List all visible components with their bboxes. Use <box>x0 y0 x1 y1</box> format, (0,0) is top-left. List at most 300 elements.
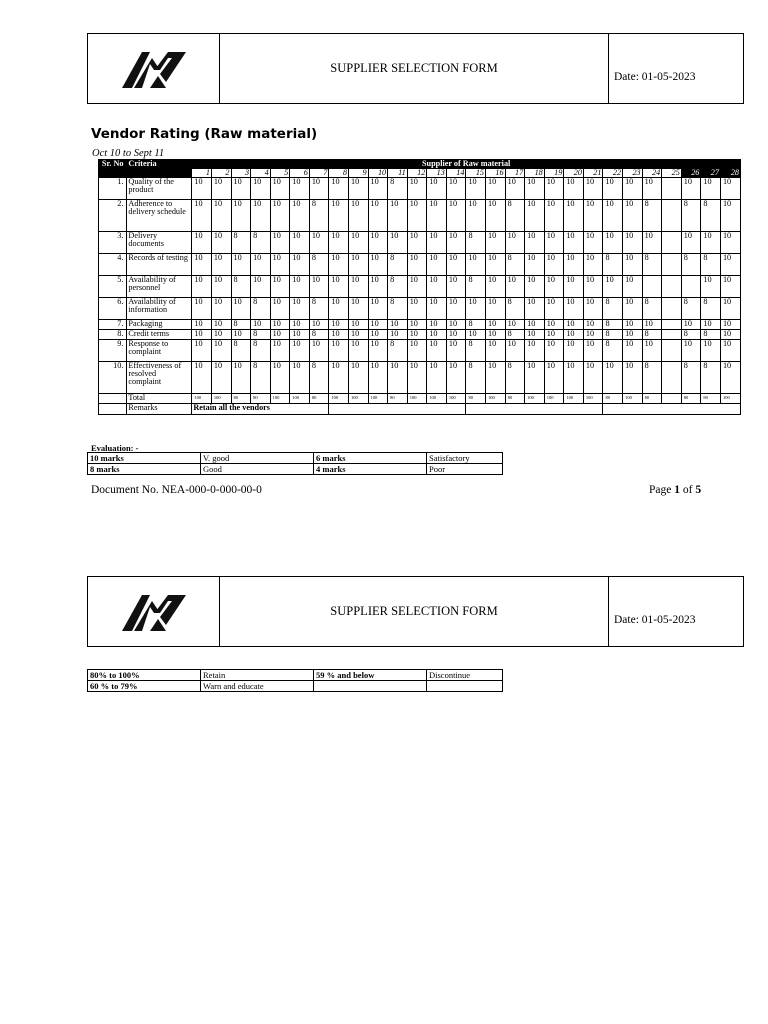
total-cell: 100 <box>446 394 466 404</box>
score-cell: 10 <box>603 178 623 200</box>
score-cell: 10 <box>407 340 427 362</box>
score-cell: 10 <box>270 298 290 320</box>
score-cell: 10 <box>368 232 388 254</box>
score-cell: 10 <box>407 298 427 320</box>
score-cell: 10 <box>701 276 721 298</box>
score-cell: 8 <box>388 298 408 320</box>
score-cell: 10 <box>309 340 329 362</box>
supplier-number: 15 <box>466 169 486 178</box>
score-cell: 8 <box>603 320 623 330</box>
table-row <box>88 681 503 692</box>
supplier-number: 8 <box>329 169 349 178</box>
total-cell: 80 <box>701 394 721 404</box>
score-cell: 8 <box>603 254 623 276</box>
score-cell: 10 <box>564 320 584 330</box>
score-cell: 8 <box>466 340 486 362</box>
total-cell: 100 <box>525 394 545 404</box>
score-cell: 10 <box>211 254 231 276</box>
score-cell: 10 <box>681 320 701 330</box>
score-cell: 10 <box>603 276 623 298</box>
score-cell: 10 <box>583 340 603 362</box>
table-row <box>99 200 741 232</box>
total-cell: 80 <box>642 394 662 404</box>
score-cell: 10 <box>211 320 231 330</box>
score-cell: 10 <box>564 340 584 362</box>
score-cell: 10 <box>720 298 740 320</box>
score-cell: 10 <box>544 362 564 394</box>
score-cell: 8 <box>505 330 525 340</box>
supplier-number: 4 <box>251 169 271 178</box>
table-row <box>99 330 741 340</box>
score-cell: 10 <box>348 232 368 254</box>
row-criteria: Delivery documents <box>127 232 192 254</box>
score-cell: 8 <box>603 340 623 362</box>
score-cell: 10 <box>486 178 506 200</box>
score-cell: 10 <box>211 200 231 232</box>
score-cell: 10 <box>270 320 290 330</box>
supplier-number: 27 <box>701 169 721 178</box>
score-cell: 10 <box>427 298 447 320</box>
score-cell: 10 <box>720 276 740 298</box>
score-cell: 10 <box>544 276 564 298</box>
supplier-number: 1 <box>192 169 212 178</box>
score-cell: 10 <box>329 200 349 232</box>
score-cell <box>662 200 682 232</box>
score-cell: 10 <box>270 276 290 298</box>
table-cell: 59 % and below <box>314 670 427 681</box>
company-logo-2 <box>88 577 220 646</box>
score-cell: 10 <box>583 320 603 330</box>
table-cell: 10 marks <box>88 453 201 464</box>
score-cell: 10 <box>348 298 368 320</box>
remarks-row <box>99 404 741 415</box>
score-cell: 10 <box>290 232 310 254</box>
score-cell: 10 <box>407 178 427 200</box>
company-logo <box>88 34 220 103</box>
score-cell: 8 <box>505 200 525 232</box>
table-cell <box>314 681 427 692</box>
score-cell: 10 <box>446 232 466 254</box>
score-cell: 8 <box>231 340 251 362</box>
score-cell: 10 <box>231 200 251 232</box>
remarks-empty <box>603 404 741 415</box>
row-sr-no: 8. <box>99 330 127 340</box>
score-cell: 10 <box>329 232 349 254</box>
score-cell: 10 <box>505 340 525 362</box>
score-cell: 10 <box>525 276 545 298</box>
score-cell: 10 <box>642 320 662 330</box>
score-cell: 10 <box>270 362 290 394</box>
score-cell: 10 <box>583 362 603 394</box>
score-cell: 10 <box>583 178 603 200</box>
supplier-number: 23 <box>623 169 643 178</box>
row-sr-no: 6. <box>99 298 127 320</box>
score-cell: 8 <box>701 200 721 232</box>
table-row <box>99 178 741 200</box>
score-cell: 10 <box>309 320 329 330</box>
score-cell: 10 <box>623 330 643 340</box>
score-cell: 8 <box>642 298 662 320</box>
score-cell: 10 <box>329 298 349 320</box>
score-cell: 8 <box>681 330 701 340</box>
score-cell: 8 <box>251 340 271 362</box>
score-cell: 10 <box>329 340 349 362</box>
score-cell: 10 <box>368 298 388 320</box>
score-cell: 10 <box>701 178 721 200</box>
evaluation-label: Evaluation: - <box>91 443 139 453</box>
supplier-number: 24 <box>642 169 662 178</box>
score-cell: 10 <box>231 178 251 200</box>
score-cell: 10 <box>505 276 525 298</box>
score-cell: 10 <box>407 362 427 394</box>
total-cell: 80 <box>388 394 408 404</box>
score-cell: 10 <box>427 232 447 254</box>
score-cell: 10 <box>427 362 447 394</box>
score-cell: 10 <box>270 254 290 276</box>
action-table <box>87 669 503 692</box>
supplier-number: 20 <box>564 169 584 178</box>
score-cell: 10 <box>623 362 643 394</box>
score-cell: 10 <box>407 200 427 232</box>
score-cell: 8 <box>466 362 486 394</box>
score-cell: 10 <box>368 340 388 362</box>
score-cell: 8 <box>309 330 329 340</box>
supplier-number: 11 <box>388 169 408 178</box>
score-cell: 10 <box>407 320 427 330</box>
score-cell: 10 <box>544 178 564 200</box>
total-cell: 100 <box>348 394 368 404</box>
supplier-number: 6 <box>290 169 310 178</box>
score-cell: 10 <box>407 276 427 298</box>
supplier-number: 17 <box>505 169 525 178</box>
total-cell: 100 <box>486 394 506 404</box>
score-cell <box>662 320 682 330</box>
score-cell: 10 <box>446 340 466 362</box>
remarks-sr-empty <box>99 404 127 415</box>
score-cell: 8 <box>466 320 486 330</box>
row-sr-no: 7. <box>99 320 127 330</box>
row-criteria: Credit terms <box>127 330 192 340</box>
table-cell: 6 marks <box>314 453 427 464</box>
total-sr-empty <box>99 394 127 404</box>
document-number: Document No. NEA-000-0-000-00-0 <box>91 484 262 496</box>
supplier-header: Supplier of Raw material <box>192 160 741 169</box>
score-cell: 10 <box>486 320 506 330</box>
score-cell: 10 <box>192 232 212 254</box>
page-header-2 <box>87 576 744 647</box>
table-header-row <box>99 160 741 169</box>
score-cell: 10 <box>583 298 603 320</box>
score-cell: 10 <box>564 276 584 298</box>
total-cell: 100 <box>211 394 231 404</box>
table-cell: Discontinue <box>427 670 503 681</box>
score-cell: 8 <box>309 362 329 394</box>
table-cell: Satisfactory <box>427 453 503 464</box>
score-cell: 10 <box>251 254 271 276</box>
table-cell: 4 marks <box>314 464 427 475</box>
score-cell: 10 <box>525 232 545 254</box>
form-date: Date: 01-05-2023 <box>614 71 696 83</box>
supplier-number: 19 <box>544 169 564 178</box>
total-cell: 100 <box>544 394 564 404</box>
score-cell: 10 <box>211 232 231 254</box>
table-row <box>88 464 503 475</box>
score-cell: 10 <box>446 320 466 330</box>
total-cell: 80 <box>231 394 251 404</box>
total-label: Total <box>127 394 192 404</box>
score-cell: 10 <box>290 298 310 320</box>
score-cell: 10 <box>329 330 349 340</box>
score-cell: 10 <box>544 200 564 232</box>
row-sr-no: 2. <box>99 200 127 232</box>
score-cell: 10 <box>525 362 545 394</box>
score-cell: 10 <box>270 330 290 340</box>
supplier-number: 13 <box>427 169 447 178</box>
form-title: SUPPLIER SELECTION FORM <box>220 34 609 103</box>
score-cell: 10 <box>368 276 388 298</box>
score-cell: 8 <box>309 200 329 232</box>
score-cell: 10 <box>388 232 408 254</box>
score-cell: 10 <box>720 330 740 340</box>
logo-icon <box>120 48 188 90</box>
score-cell: 8 <box>231 276 251 298</box>
score-cell: 10 <box>720 200 740 232</box>
score-cell: 10 <box>466 178 486 200</box>
score-cell: 10 <box>427 254 447 276</box>
score-cell: 10 <box>211 298 231 320</box>
score-cell: 10 <box>505 178 525 200</box>
score-cell: 10 <box>192 330 212 340</box>
score-cell: 10 <box>544 340 564 362</box>
score-cell: 10 <box>486 340 506 362</box>
row-criteria: Response to complaint <box>127 340 192 362</box>
table-cell: V. good <box>201 453 314 464</box>
score-cell: 10 <box>270 232 290 254</box>
table-cell: 80% to 100% <box>88 670 201 681</box>
score-cell: 10 <box>290 276 310 298</box>
score-cell: 10 <box>486 254 506 276</box>
score-cell: 10 <box>368 178 388 200</box>
score-cell: 10 <box>427 330 447 340</box>
score-cell: 8 <box>309 298 329 320</box>
score-cell: 10 <box>251 200 271 232</box>
score-cell: 8 <box>231 232 251 254</box>
total-cell: 80 <box>505 394 525 404</box>
score-cell: 10 <box>681 340 701 362</box>
total-cell: 80 <box>251 394 271 404</box>
total-cell <box>662 394 682 404</box>
table-cell: Warn and educate <box>201 681 314 692</box>
score-cell: 8 <box>642 330 662 340</box>
row-sr-no: 3. <box>99 232 127 254</box>
score-cell: 10 <box>407 232 427 254</box>
score-cell: 8 <box>681 254 701 276</box>
score-cell: 10 <box>192 320 212 330</box>
score-cell: 10 <box>348 200 368 232</box>
vendor-rating-table <box>98 159 741 415</box>
supplier-number: 14 <box>446 169 466 178</box>
score-cell <box>662 340 682 362</box>
score-cell: 10 <box>407 254 427 276</box>
score-cell: 10 <box>368 254 388 276</box>
score-cell: 8 <box>681 298 701 320</box>
score-cell: 10 <box>192 178 212 200</box>
score-cell: 10 <box>642 178 662 200</box>
table-row <box>99 340 741 362</box>
score-cell <box>662 178 682 200</box>
score-cell: 10 <box>368 200 388 232</box>
score-cell: 10 <box>446 276 466 298</box>
table-row <box>99 232 741 254</box>
score-cell: 8 <box>701 254 721 276</box>
score-cell: 8 <box>388 340 408 362</box>
table-row <box>88 670 503 681</box>
score-cell: 10 <box>720 320 740 330</box>
score-cell: 10 <box>270 178 290 200</box>
score-cell: 10 <box>368 320 388 330</box>
score-cell: 10 <box>701 320 721 330</box>
score-cell: 10 <box>388 320 408 330</box>
score-cell: 10 <box>192 254 212 276</box>
score-cell: 10 <box>525 340 545 362</box>
score-cell: 10 <box>701 232 721 254</box>
score-cell: 10 <box>583 232 603 254</box>
score-cell: 10 <box>623 320 643 330</box>
form-title-2: SUPPLIER SELECTION FORM <box>220 577 609 646</box>
supplier-number: 22 <box>603 169 623 178</box>
score-cell: 10 <box>720 178 740 200</box>
remarks-label: Remarks <box>127 404 192 415</box>
score-cell: 8 <box>642 362 662 394</box>
score-cell: 8 <box>388 276 408 298</box>
score-cell: 10 <box>427 276 447 298</box>
score-cell: 10 <box>427 178 447 200</box>
score-cell: 8 <box>603 330 623 340</box>
score-cell: 8 <box>251 298 271 320</box>
score-cell: 10 <box>603 232 623 254</box>
score-cell: 10 <box>211 178 231 200</box>
score-cell: 10 <box>720 254 740 276</box>
score-cell: 10 <box>368 362 388 394</box>
score-cell: 10 <box>329 178 349 200</box>
score-cell: 8 <box>251 330 271 340</box>
score-cell: 10 <box>348 178 368 200</box>
score-cell: 10 <box>446 200 466 232</box>
score-cell <box>662 362 682 394</box>
score-cell: 10 <box>231 330 251 340</box>
table-cell: Good <box>201 464 314 475</box>
score-cell: 10 <box>564 254 584 276</box>
score-cell: 10 <box>603 200 623 232</box>
score-cell: 10 <box>623 232 643 254</box>
score-cell: 10 <box>544 232 564 254</box>
supplier-number: 3 <box>231 169 251 178</box>
score-cell: 10 <box>583 200 603 232</box>
page-header <box>87 33 744 104</box>
score-cell: 10 <box>583 276 603 298</box>
supplier-number-row <box>99 169 741 178</box>
score-cell: 10 <box>525 298 545 320</box>
score-cell: 10 <box>290 200 310 232</box>
score-cell: 10 <box>192 362 212 394</box>
score-cell: 10 <box>603 362 623 394</box>
score-cell: 8 <box>231 320 251 330</box>
logo-icon <box>120 591 188 633</box>
total-cell: 80 <box>603 394 623 404</box>
score-cell: 10 <box>446 298 466 320</box>
score-cell: 10 <box>427 320 447 330</box>
total-cell: 100 <box>623 394 643 404</box>
table-cell: Poor <box>427 464 503 475</box>
page-number: Page 1 of 5 <box>649 484 702 496</box>
score-cell: 10 <box>642 340 662 362</box>
score-cell: 8 <box>681 200 701 232</box>
score-cell: 10 <box>407 330 427 340</box>
row-criteria: Adherence to delivery schedule <box>127 200 192 232</box>
row-sr-no: 9. <box>99 340 127 362</box>
score-cell: 10 <box>290 254 310 276</box>
score-cell: 10 <box>290 340 310 362</box>
supplier-number: 28 <box>720 169 740 178</box>
score-cell: 10 <box>544 330 564 340</box>
score-cell: 8 <box>466 232 486 254</box>
score-cell: 8 <box>642 254 662 276</box>
score-cell: 10 <box>388 200 408 232</box>
score-cell: 10 <box>544 320 564 330</box>
remarks-empty <box>466 404 603 415</box>
total-cell: 100 <box>427 394 447 404</box>
row-criteria: Effectiveness of resolved complaint <box>127 362 192 394</box>
supplier-number: 26 <box>681 169 701 178</box>
score-cell: 10 <box>388 330 408 340</box>
score-cell: 8 <box>388 254 408 276</box>
score-cell: 10 <box>486 298 506 320</box>
score-cell: 10 <box>446 362 466 394</box>
row-criteria: Packaging <box>127 320 192 330</box>
score-cell: 10 <box>211 276 231 298</box>
score-cell: 10 <box>309 178 329 200</box>
form-date-2: Date: 01-05-2023 <box>614 614 696 626</box>
score-cell: 10 <box>623 298 643 320</box>
score-cell <box>642 276 662 298</box>
supplier-number: 2 <box>211 169 231 178</box>
score-cell: 10 <box>251 320 271 330</box>
score-cell: 10 <box>388 362 408 394</box>
score-cell: 10 <box>231 254 251 276</box>
score-cell: 10 <box>525 330 545 340</box>
score-cell <box>662 254 682 276</box>
score-cell: 10 <box>368 330 388 340</box>
score-cell: 10 <box>583 330 603 340</box>
score-cell: 10 <box>348 276 368 298</box>
table-cell: 8 marks <box>88 464 201 475</box>
score-cell: 10 <box>309 276 329 298</box>
score-cell: 10 <box>192 340 212 362</box>
score-cell: 10 <box>329 276 349 298</box>
score-cell: 10 <box>211 340 231 362</box>
score-cell: 10 <box>348 320 368 330</box>
score-cell: 10 <box>720 362 740 394</box>
score-cell: 10 <box>583 254 603 276</box>
score-cell: 8 <box>251 362 271 394</box>
score-cell: 10 <box>466 254 486 276</box>
score-cell: 10 <box>446 330 466 340</box>
row-sr-no: 10. <box>99 362 127 394</box>
table-row <box>99 276 741 298</box>
score-cell: 10 <box>486 276 506 298</box>
score-cell: 10 <box>486 232 506 254</box>
score-cell <box>662 330 682 340</box>
